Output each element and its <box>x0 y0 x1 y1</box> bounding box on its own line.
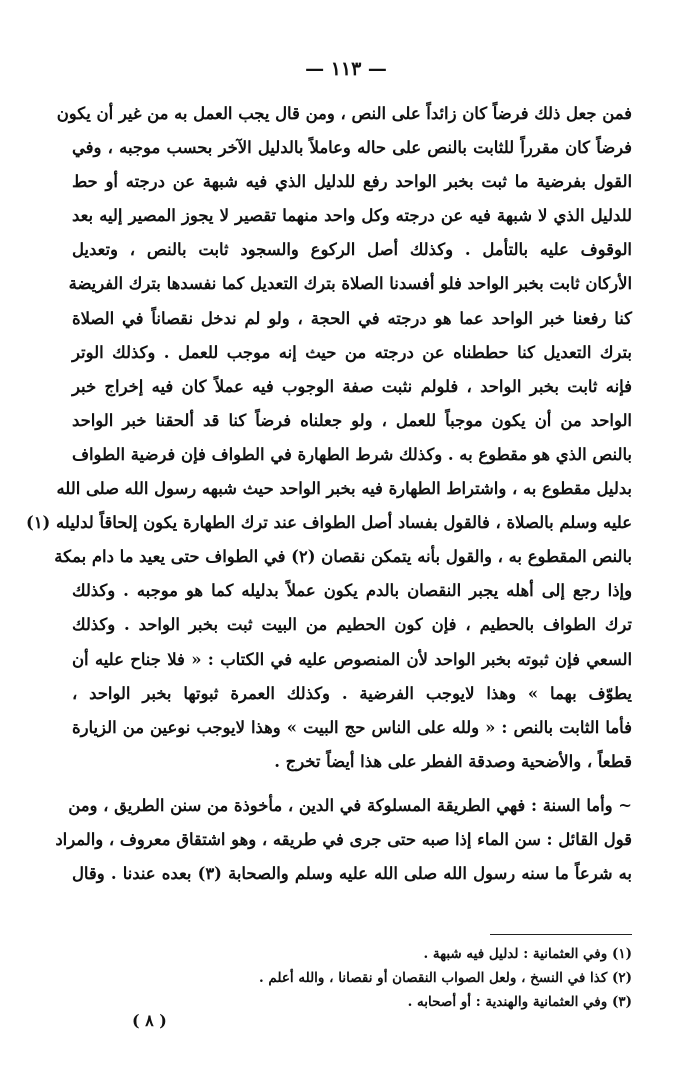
text-line: كنا رفعنا خبر الواحد عما هو درجته في الحجة ، ولو لم ندخل نقصاناً في الصلاة <box>72 308 632 328</box>
text-line: فمن جعل ذلك فرضاً كان زائداً على النص ، ومن قال يجب العمل به من غير أن يكون <box>56 104 632 123</box>
footnotes <box>72 942 632 1014</box>
text-line: القول بفرضية ما ثبت بخبر الواحد رفع للدليل الذي فيه شبهة عن درجته أو حط <box>72 172 632 192</box>
text-line: ~ وأما السنة : فهي الطريقة المسلوكة في الدين ، مأخوذة من سنن الطريق ، ومن <box>68 795 632 815</box>
text-line: قول القائل : سن الماء إذا صبه حتى جرى في طريقه ، وهو اشتقاق معروف ، والمراد <box>55 829 632 849</box>
text-line: قطعاً ، والأضحية وصدقة الفطر على هذا أيضاً تخرج . <box>274 751 632 771</box>
text-line: فإنه ثابت بخبر الواحد ، فلولم نثبت صفة الوجوب فيه عملاً كان فيه إخراج خبر <box>72 376 632 396</box>
text-line: فأما الثابت بالنص : « ولله على الناس حج البيت » وهذا لايوجب نوعين من الزيارة <box>72 717 632 737</box>
text-line: بدليل مقطوع به ، واشتراط الطهارة فيه بخبر الواحد حيث شبهه رسول الله صلى الله <box>56 479 632 499</box>
text-line: الوقوف عليه بالتأمل . وكذلك أصل الركوع والسجود ثابت بالنص ، وتعديل <box>72 240 632 260</box>
text-line: وإذا رجع إلى أهله يجبر النقصان بالدم يكون عملاً بدليله كما هو موجبه . وكذلك <box>72 581 632 601</box>
footnote: (١) وفي العثمانية : لدليل فيه شبهة . <box>423 946 632 962</box>
page-number: — ١١٣ — <box>305 58 387 80</box>
text-line: فرضاً كان مقرراً للثابت بالنص على حاله وعاملاً بالدليل الآخر بحسب موجبه ، وفي <box>72 138 632 158</box>
footnote: (٢) كذا في النسخ ، ولعل الصواب النقصان أو نقصانا ، والله أعلم . <box>259 970 632 986</box>
text-line: يطوّف بهما » وهذا لايوجب الفرضية . وكذلك العمرة ثبوتها بخبر الواحد ، <box>72 683 632 703</box>
text-line: ترك الطواف بالحطيم ، فإن كون الحطيم من البيت ثبت بخبر الواحد . وكذلك <box>72 615 632 635</box>
text-line: بالنص المقطوع به ، والقول بأنه يتمكن نقصان (٢) في الطواف حتى يعيد ما دام بمكة <box>54 547 632 567</box>
text-line: به شرعاً ما سنه رسول الله صلى الله عليه وسلم والصحابة (٣) بعده عندنا . وقال <box>72 864 632 884</box>
text-line: للدليل الذي لا شبهة فيه عن درجته وكل واحد منهما تقصير لا يجوز المصير إليه بعد <box>72 206 632 226</box>
text-line: السعي فإن ثبوته بخبر الواحد لأن المنصوص عليه في الكتاب : « فلا جناح عليه أن <box>72 649 632 669</box>
text-line: بترك التعديل كنا حططناه عن درجته من حيث إنه موجب للعمل . وكذلك الوتر <box>72 342 632 362</box>
text-line: عليه وسلم بالصلاة ، فالقول بفساد أصل الطواف عند ترك الطهارة يكون إلحاقاً لدليله (١) <box>25 513 632 533</box>
signature-mark: ( ٨ ) <box>132 1011 167 1030</box>
section-gap <box>72 779 632 789</box>
text-line: الأركان ثابت بخبر الواحد فلو أفسدنا الصلاة بترك التعديل كما نفسدها بترك الفريضة <box>68 274 632 294</box>
text-line: بالنص الذي هو مقطوع به . وكذلك شرط الطهارة في الطواف فإن فرضية الطواف <box>72 444 632 464</box>
main-text <box>25 97 632 891</box>
footnote: (٣) وفي العثمانية والهندية : أو أصحابه . <box>407 994 632 1010</box>
footnote-divider <box>490 934 632 935</box>
text-line: الواحد من أن يكون موجباً للعمل ، ولو جعلناه فرضاً كنا قد ألحقنا خبر الواحد <box>72 410 632 430</box>
